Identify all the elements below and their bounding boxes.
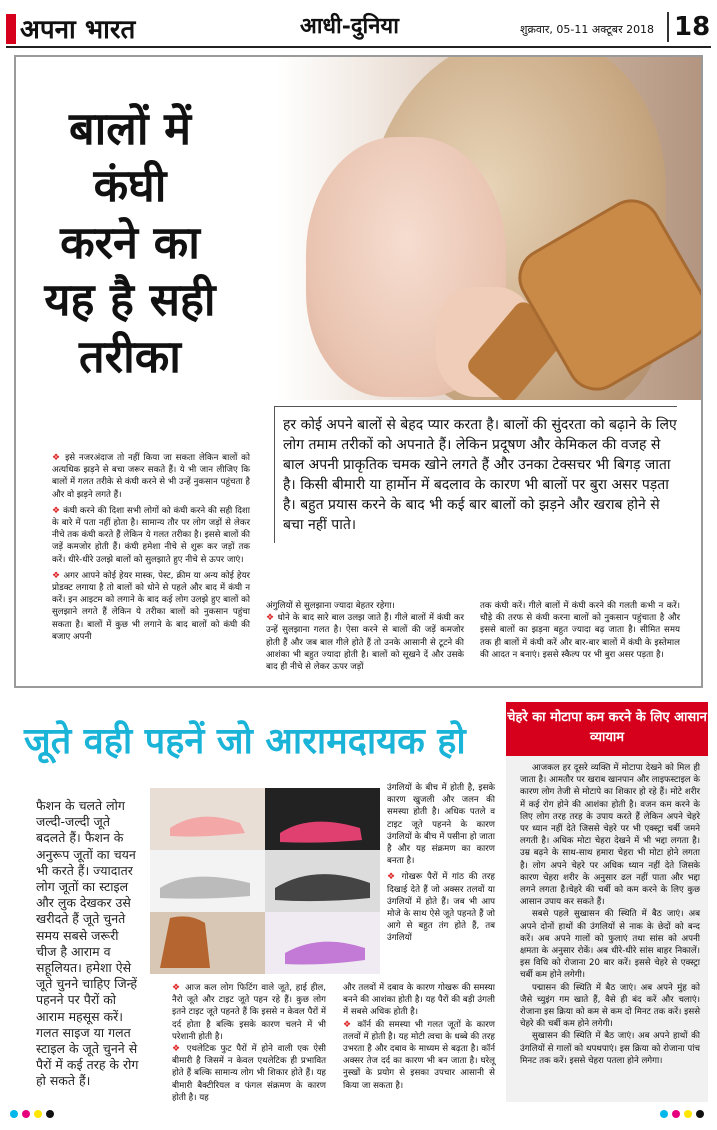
- bullet-icon: ❖: [343, 1019, 358, 1030]
- paragraph: [172, 982, 326, 1043]
- paragraph: [172, 1043, 326, 1104]
- paragraph: [52, 570, 250, 643]
- paragraph: सुखासन की स्थिति में बैठ जाएं। अब अपने हाथों की उंगलियों से गालों को थपथपाएं। इस क्रिया को रोजाना पांच मिनट तक करें। इससे चेहरा पतला होने लगेगा।: [520, 1031, 700, 1066]
- bullet-icon: ❖: [387, 872, 402, 883]
- hair-article-column-2: [266, 600, 464, 673]
- registration-dot: [34, 1110, 42, 1118]
- paragraph: [52, 505, 250, 566]
- paragraph: [480, 600, 680, 661]
- page-header: [0, 0, 717, 48]
- publication-logo: अपना भारत: [20, 15, 136, 45]
- bullet-icon: ❖: [172, 983, 186, 993]
- sidebar-heading: चेहरे का मोटापा कम करने के लिए आसान व्यायाम: [506, 702, 708, 756]
- hair-article-headline: [20, 100, 240, 385]
- paragraph-text: इसे नजरअंदाज तो नहीं किया जा सकता लेकिन बालों को अत्यधिक झड़ने से बचा जरूर सकते हैं। ये भी जान लीजिए कि बालों में गलत तरीके से कंघी करने से भी उन्हें नुकसान पहुंचता है और वो झड़ने लगते हैं।: [52, 453, 250, 500]
- registration-dot: [696, 1110, 704, 1118]
- logo-red-bar: [6, 14, 16, 44]
- headline-line: यह है सही: [44, 273, 216, 326]
- paragraph-text: अगर आपने कोई हेयर मास्क, पेस्ट, क्रीम या अन्य कोई हेयर प्रोडक्ट लगाया है तो बालों को धोने से पहले और बाद में कंघी न करें। इन आइटम को लगाने के बाद कई लोग उलझे हुए बालों को सुलझाने लगते हैं लेकिन ये तरीका बालों को नुकसान पहुंचा सकता है। बालों में कुछ भी लगाने के बाद बालों को कंघी की बजाए अपनी: [52, 570, 250, 642]
- registration-dot: [672, 1110, 680, 1118]
- hair-article-column-1: [52, 452, 250, 643]
- bullet-icon: ❖: [266, 613, 278, 624]
- paragraph-text: एथलेटिक फुट पैरों में होने वाली एक ऐसी बीमारी है जिसमें न केवल एथलेटिक ही प्रभावित होते हैं बल्कि सामान्य लोग भी शिकार होते हैं। यह बीमारी बैक्टीरियल व फंगल संक्रमण के कारण होती है। यह: [172, 1044, 326, 1103]
- issue-date: शुक्रवार, 05-11 अक्टूबर 2018: [520, 23, 655, 36]
- shoes-article-column-3: [343, 982, 495, 1092]
- paragraph: [266, 600, 464, 612]
- page-number-divider: [667, 12, 669, 42]
- shoes-article-column-1: [387, 782, 495, 945]
- paragraph-text: आज कल लोग फिटिंग वाले जूते, हाई हील, नैरो जूते और टाइट जूते पहन रहे हैं। कुछ लोग इतने टाइट जूते पहनते हैं कि इससे न केवल पैरों में दर्द होता है बल्कि इसके कारण चलने में भी परेशानी होती है।: [172, 983, 326, 1042]
- paragraph: [343, 1019, 495, 1092]
- headline-line: बालों में: [68, 102, 192, 155]
- shoes-collage-svg: [150, 788, 380, 974]
- paragraph: सबसे पहले सुखासन की स्थिति में बैठ जाएं। अब अपने दोनों हाथों की उंगलियों से नाक के छेदों को बन्द करें। अब अपने गालों को फुलाएं तथा सांस को अपनी क्षमता के अनुसार रोकें। अब धीरे-धीरे सांस बाहर निकालें। इस विधि को रोजाना 20 बार करें। इससे चेहरे से एक्स्ट्रा चर्बी कम होने लगेगी।: [520, 909, 700, 981]
- section-title: आधी-दुनिया: [300, 13, 399, 39]
- shoes-photo-collage: [150, 788, 380, 974]
- shoes-article-headline: जूते वही पहनें जो आरामदायक हो: [24, 721, 466, 762]
- registration-dot: [660, 1110, 668, 1118]
- page-number: 18: [674, 12, 711, 42]
- hair-article-intro: हर कोई अपने बालों से बेहद प्यार करता है। बालों की सुंदरता को बढ़ाने के लिए लोग तमाम तरीकों को अपनाते हैं। लेकिन प्रदूषण और केमिकल की वजह से बाल अपनी प्राकृतिक चमक खोने लगते हैं और उनका टेक्सचर भी बिगड़ जाता है। किसी बीमारी या हार्मोन में बदलाव के कारण भी बालों पर बुरा असर पड़ता है। बहुत प्रयास करने के बाद भी कई बार बालों को झड़ने और खराब होने से बचा नहीं पाते।: [274, 406, 677, 543]
- bullet-icon: ❖: [172, 1044, 187, 1055]
- paragraph: [387, 871, 495, 944]
- paragraph: [387, 782, 495, 867]
- registration-dot: [684, 1110, 692, 1118]
- registration-dot: [10, 1110, 18, 1118]
- bullet-icon: ❖: [52, 453, 66, 463]
- headline-line: कंघी: [93, 159, 167, 212]
- paragraph-text: और तलवों में दबाव के कारण गोखरू की समस्या बनने की आशंका होती है। यह पैरों की बड़ी उंगली में सबसे अधिक होती है।: [343, 983, 495, 1018]
- registration-dot: [22, 1110, 30, 1118]
- sidebar-body: [520, 762, 700, 1067]
- hair-article-column-3: [480, 600, 680, 661]
- paragraph: [52, 452, 250, 501]
- registration-dot: [46, 1110, 54, 1118]
- paragraph-text: तक कंघी करें। गीले बालों में कंघी करने की गलती कभी न करें।चौड़े की तरफ से कंघी करना बालों को नुकसान पहुंचाता है और इससे बालों का झड़ना बहुत ज्यादा बढ़ जाता है। सीमित समय तक ही बालों में कंघी करें और बार-बार बालों में कंघी के इस्तेमाल की आदत न बनाएं। इससे स्कैल्प पर भी बुरा असर पड़ता है।: [480, 601, 680, 660]
- shoes-article-column-2: [172, 982, 326, 1104]
- bullet-icon: ❖: [52, 505, 64, 516]
- paragraph-text: कॉर्न की समस्या भी गलत जूतों के कारण तलवों में होती है। यह मोटी त्वचा के धब्बे की तरह उभरता है और दबाव के माध्यम से बढ़ता है। कॉर्न अक्सर तेज दर्द का कारण भी बन जाता है। घरेलू नुस्खों के प्रयोग से इसका उपचार आसानी से किया जा सकता है।: [343, 1019, 496, 1091]
- headline-line: तरीका: [79, 330, 181, 383]
- paragraph: [343, 982, 495, 1019]
- bullet-icon: ❖: [52, 570, 64, 581]
- paragraph: [266, 612, 464, 673]
- paragraph-text: कंघी करने की दिशा सभी लोगों को कंघी करने की सही दिशा के बारे में पता नहीं होता है। सामान्य तौर पर लोग जड़ों से लेकर नीचे तक कंघी करते हैं लेकिन ये गलत तरीका है। इससे बालों की जड़ें कमजोर होती हैं। कंघी हमेशा नीचे से शुरू कर जड़ों तक करें। धीरे-धीरे उलझे बालों को सुलझाते हुए नीचे से ऊपर जाएं।: [52, 505, 250, 565]
- headline-line: करने का: [60, 216, 200, 269]
- paragraph-text: अंगुलियों से सुलझाना ज्यादा बेहतर रहेगा।: [266, 601, 395, 611]
- shoes-article-lead: फैशन के चलते लोग जल्दी-जल्दी जूते बदलते हैं। फैशन के अनुरूप जूतों का चयन भी करते हैं। ज्यादातर लोग जूतों का स्टाइल और लुक देखकर उसे खरीदते हैं जूते चुनते समय सबसे जरूरी चीज है आराम व सहूलियत। हमेशा ऐसे जूते चुनने चाहिए जिन्हें पहनने पर पैरों को आराम महसूस करें। गलत साइज या गलत स्टाइल के जूते चुनने से पैरों में कई तरह के रोग हो सकते हैं।: [36, 798, 139, 1089]
- paragraph: आजकल हर दूसरे व्यक्ति में मोटापा देखने को मिल ही जाता है। आमतौर पर खराब खानपान और लाइफस्टाइल के कारण लोग तेजी से मोटापे का शिकार हो रहे हैं। मोटे शरीर में कई रोग होने की आशंका होती है। वजन कम करने के लिए लोग तरह तरह के उपाय करते हैं लेकिन अपने चेहरे पर ध्यान नहीं देते जिससे चेहरे पर भी एक्स्ट्रा चर्बी जमने लगती है। अधिक मोटा चेहरा देखने में भी भद्दा लगता है। उम्र बढ़ने के साथ-साथ हमारा चेहरा भी मोटा होने लगता है। लोग अपने चेहरे पर अधिक ध्यान नहीं देते जिसके कारण चेहरा शरीर के अनुसार ढल नहीं पाता और भद्दा लगने लगता है।चेहरे की चर्बी को कम करने के लिए कुछ आसान उपाय कर सकते हैं।: [520, 763, 700, 908]
- paragraph-text: उंगलियों के बीच में होती है, इसके कारण खुजली और जलन की समस्या होती है। अधिक पतले व टाइट जूते पहनने के कारण उंगलियों के बीच में पसीना हो जाता है और यह संक्रमण का कारण बनता है।: [387, 783, 495, 867]
- header-rule: [6, 46, 711, 48]
- paragraph: पद्मासन की स्थिति में बैठ जाएं। अब अपने मुंह को जैसे च्युइंग गम खाते हैं, वैसे ही बंद करें और चलाएं। रोजाना इस क्रिया को कम से कम दो मिनट तक करें। इससे चेहरे की चर्बी कम होने लगेगी।: [520, 982, 700, 1030]
- paragraph-text: धोने के बाद सारे बाल उलझ जाते हैं। गीले बालों में कंघी कर उन्हें सुलझाना गलत है। ऐसा करने से बालों की जड़ें कमजोर होती हैं और जब बाल गीले होते हैं तो उनके आसानी से टूटने की आशंका भी बहुत ज्यादा होती है। बालों को सूखने दें और उसके बाद ही नीचे से लेकर ऊपर जड़ों: [266, 613, 464, 673]
- paragraph-text: गोखरू पैरों में गांठ की तरह दिखाई देते हैं जो अक्सर तलवों या उंगलियों में होते हैं। जब भी आप मोजे के साथ ऐसे जूते पहनते हैं जो आगे से बहुत तंग होते हैं, तब उंगलियों: [387, 872, 495, 944]
